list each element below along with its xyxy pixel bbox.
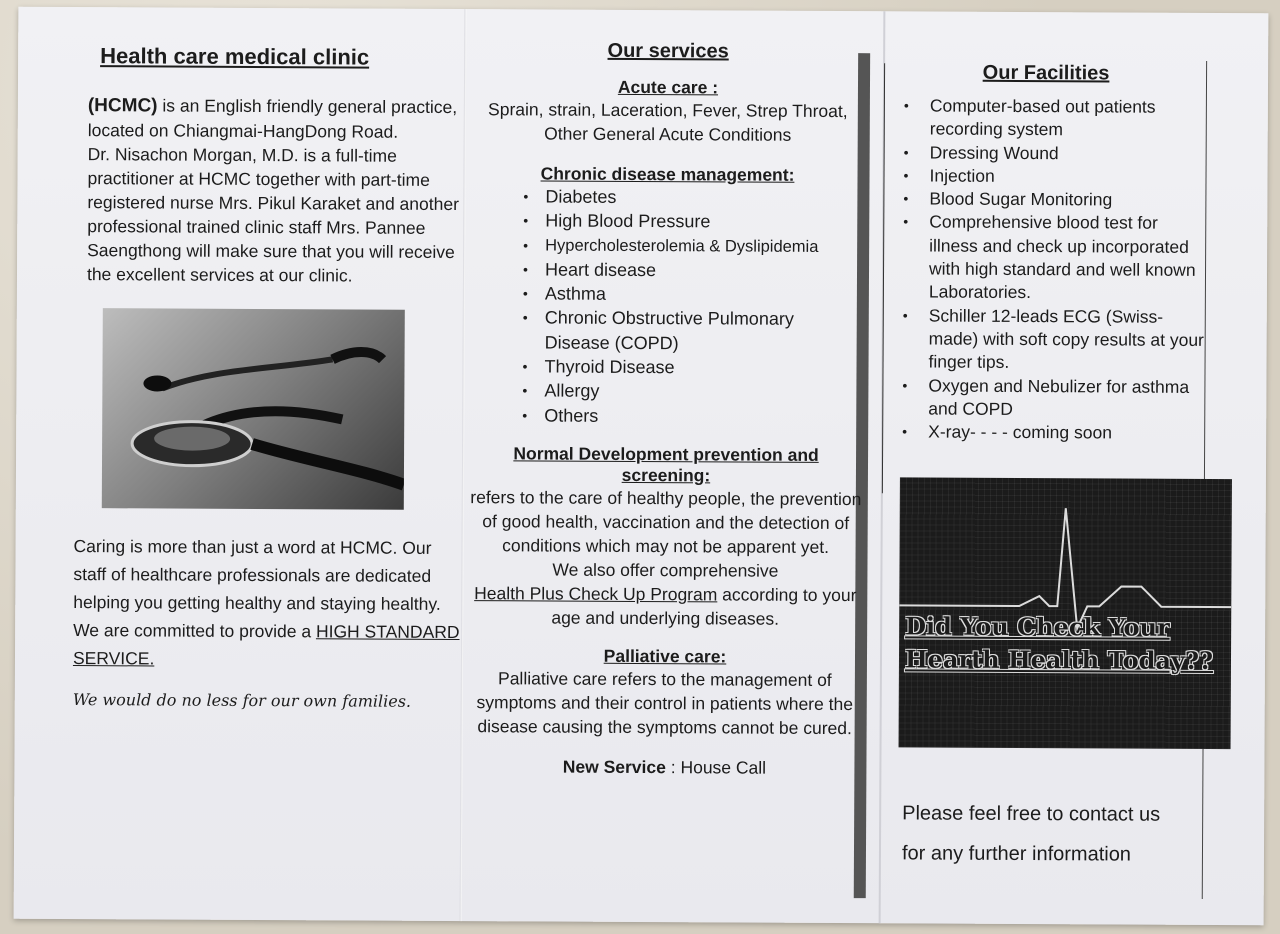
list-item: • Dressing Wound [886, 141, 1206, 166]
prevention-heading: Normal Development prevention and screening: [513, 443, 819, 486]
chronic-heading: Chronic disease management: [540, 163, 795, 185]
list-item: • X-ray- - - - coming soon [884, 420, 1204, 445]
acute-heading: Acute care : [617, 76, 719, 98]
ecg-banner [899, 478, 1232, 750]
palliative-text: Palliative care refers to the management of symptoms and their control in patients where the disease causing the symptoms cannot be cured. [476, 668, 854, 739]
hcmc-abbr: (HCMC) [87, 95, 158, 117]
list-item: • Allergy [470, 378, 862, 404]
chronic-list [470, 184, 863, 429]
intro-rest: is an English friendly general practice, located on Chiangmai-HangDong Road. [87, 95, 458, 142]
list-item: • Diabetes [471, 184, 863, 210]
checkup-paragraph [469, 557, 861, 631]
prevention-text: refers to the care of healthy people, the prevention of good health, vaccination and the detection of conditions which may not be apparent yet. [470, 487, 862, 557]
palliative-heading: Palliative care: [603, 645, 727, 667]
ecg-line-1: Did You Check Your [905, 611, 1170, 643]
facilities-title: Our Facilities [982, 61, 1110, 85]
middle-panel [468, 39, 864, 780]
list-item: • Computer-based out patients recording system [886, 94, 1206, 142]
list-item: • Heart disease [471, 257, 863, 283]
checkup-lead: We also offer comprehensive [552, 559, 779, 581]
caring-paragraph [73, 532, 464, 674]
stethoscope-icon [102, 308, 405, 510]
new-service [468, 754, 860, 780]
caring-text: Caring is more than just a word at HCMC. Our staff of healthcare professionals are dedicated helping you getting healthy and staying healthy. We are committed to provide a [73, 536, 441, 642]
left-panel [73, 37, 467, 711]
family-tagline: We would do no less for our own families. [72, 690, 412, 711]
ecg-slogan [905, 610, 1213, 678]
brochure-sheet [14, 7, 1269, 926]
contact-line-2: for any further information [901, 842, 1132, 867]
list-item: • Hypercholesterolemia & Dyslipidemia [471, 233, 863, 259]
high-standard-service: HIGH STANDARD SERVICE. [72, 621, 460, 669]
acute-text: Sprain, strain, Laceration, Fever, Strep Throat, Other General Acute Conditions [488, 99, 848, 145]
list-item: • Oxygen and Nebulizer for asthma and COPD [884, 374, 1204, 422]
clinic-title: Health care medical clinic [100, 43, 370, 70]
services-title: Our services [607, 39, 729, 63]
list-item: • Chronic Obstructive Pulmonary Disease (COPD) [471, 306, 863, 357]
checkup-program: Health Plus Check Up Program [474, 583, 718, 605]
list-item: • Asthma [471, 281, 863, 307]
stethoscope-photo [102, 308, 405, 510]
list-item: • Thyroid Disease [470, 354, 862, 380]
facilities-list [884, 94, 1206, 445]
clinic-intro [87, 93, 466, 288]
new-service-label: New Service [562, 756, 666, 778]
list-item: • Blood Sugar Monitoring [885, 187, 1205, 212]
list-item: • Others [470, 403, 862, 429]
contact-note [902, 794, 1202, 876]
contact-line-1: Please feel free to contact us [902, 802, 1161, 827]
intro-staff: Dr. Nisachon Morgan, M.D. is a full-time practitioner at HCMC together with part-time registered nurse Mrs. Pikul Karaket and another professional trained clinic staff Mrs. Pannee Saengthong will make sure that you will receive the excellent services at our clinic. [86, 144, 459, 286]
new-service-value: : House Call [665, 757, 767, 778]
list-item: • Comprehensive blood test for illness and check up incorporated with high standard and well known Laboratories. [885, 211, 1205, 306]
ecg-line-2: Hearth Health Today?? [904, 644, 1214, 676]
right-panel [882, 53, 1214, 875]
checkup-tail: according to your age and underlying diseases. [551, 584, 857, 629]
list-item: • Injection [885, 164, 1205, 189]
list-item: • High Blood Pressure [471, 208, 863, 234]
list-item: • Schiller 12-leads ECG (Swiss- made) with soft copy results at your finger tips. [884, 304, 1204, 376]
